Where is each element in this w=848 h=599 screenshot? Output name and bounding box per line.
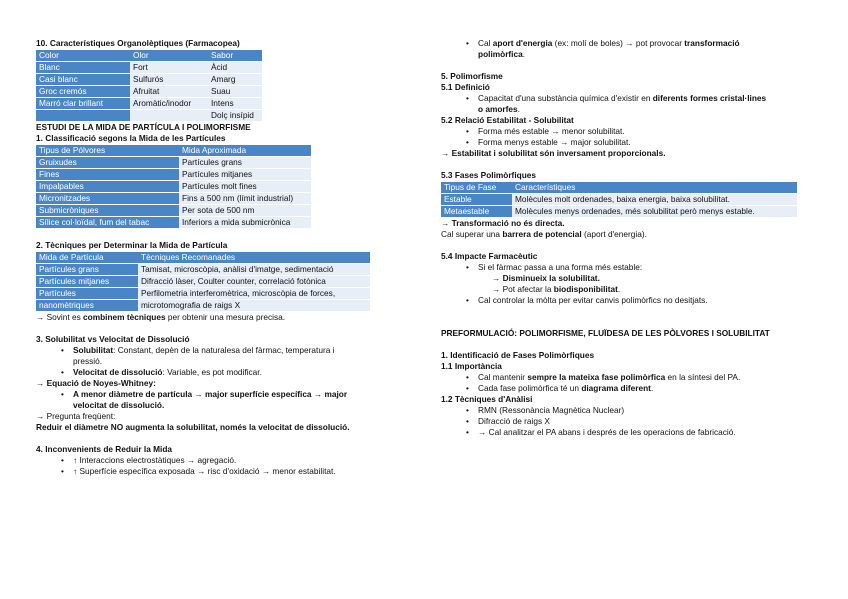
table-cell: Dolç insípid xyxy=(208,110,262,121)
table-cell: Inferiors a mida submicrònica xyxy=(179,217,311,228)
list-item: • Si el fàrmac passa a una forma més estable: xyxy=(441,262,813,273)
table-row xyxy=(36,288,370,299)
table-cell: Fines xyxy=(36,169,179,180)
table-cell: Partícules mitjanes xyxy=(179,169,311,180)
section-5-3-note: → Transformació no és directa. xyxy=(441,218,565,228)
list-subitem: → Pot afectar la biodisponibilitat. xyxy=(492,284,621,294)
table-cell: Metaestable xyxy=(441,206,512,217)
importance-title: 1.1 Importància xyxy=(441,361,502,371)
table-cell: Difracció làser, Coulter counter, correlació fotònica xyxy=(138,276,370,287)
section-5-4-list xyxy=(441,262,813,306)
table-header: Olor xyxy=(130,50,208,61)
analysis-techniques-title: 1.2 Tècniques d'Anàlisi xyxy=(441,394,533,404)
section-2-title: 2. Tècniques per Determinar la Mida de Partícula xyxy=(36,240,228,250)
table-cell: nanomètriques xyxy=(36,300,138,311)
phase-table xyxy=(441,181,797,218)
table-row xyxy=(36,217,311,228)
table-row xyxy=(36,205,311,216)
table-row xyxy=(36,193,311,204)
table-cell: Per sota de 500 nm xyxy=(179,205,311,216)
section-3-eq-list xyxy=(36,389,391,411)
list-item: • Velocitat de dissolució: Variable, es pot modificar. xyxy=(36,367,391,378)
section-5-3-note-2: Cal superar una barrera de potencial (aport d'energia). xyxy=(441,229,647,239)
noyes-whitney-label: → Equació de Noyes-Whitney: xyxy=(36,378,156,388)
table-cell: Sílice col·loïdal, fum del tabac xyxy=(36,217,179,228)
table-cell: Submicròniques xyxy=(36,205,179,216)
list-item: • Solubilitat: Constant, depèn de la naturalesa del fàrmac, temperatura i pressió. xyxy=(36,345,391,367)
technique-table xyxy=(36,251,370,312)
right-column xyxy=(441,38,813,438)
section-2-note: → Sovint es combinem tècniques per obtenir una mesura precisa. xyxy=(36,312,286,322)
table-header: Tipus de Fase xyxy=(441,182,512,193)
list-item: • Cal mantenir sempre la mateixa fase polimòrfica en la síntesi del PA. xyxy=(441,372,813,383)
section-4-list xyxy=(36,455,391,477)
table-header: Mida de Partícula xyxy=(36,252,138,263)
table-row xyxy=(441,206,797,217)
table-cell: Sulfurós xyxy=(130,74,208,85)
table-cell: Tamisat, microscòpia, anàlisi d'imatge, sedimentació xyxy=(138,264,370,275)
table-header-row xyxy=(441,182,797,193)
list-item: • → Cal analitzar el PA abans i després de les operacions de fabricació. xyxy=(441,427,813,438)
table-row xyxy=(36,181,311,192)
table-cell: Fins a 500 nm (límit industrial) xyxy=(179,193,311,204)
table-cell: Fort xyxy=(130,62,208,73)
table-cell: Molècules menys ordenades, més solubilitat però menys estable. xyxy=(512,206,797,217)
preformulation-title: PREFORMULACIÓ: POLIMORFISME, FLUÏDESA DE LES PÒLVORES I SOLUBILITAT xyxy=(441,328,770,338)
list-item: • ↑ Superfície específica exposada → risc d'oxidació → menor estabilitat. xyxy=(36,466,391,477)
table-cell xyxy=(36,110,130,121)
table-row xyxy=(36,300,370,311)
table-cell: microtomografia de raigs X xyxy=(138,300,370,311)
list-item: • Capacitat d'una substància química d'existir en diferents formes cristal·lines o amorfes. xyxy=(441,93,813,115)
table-cell: Groc cremós xyxy=(36,86,130,97)
identification-title: 1. Identificació de Fases Polimòrfiques xyxy=(441,350,595,360)
table-cell: Amarg xyxy=(208,74,262,85)
table-cell: Estable xyxy=(441,194,512,205)
section-5-2-title: 5.2 Relació Estabilitat - Solubilitat xyxy=(441,115,574,125)
left-column xyxy=(36,38,391,477)
list-item: • Cada fase polimòrfica té un diagrama diferent. xyxy=(441,383,813,394)
organoleptic-table xyxy=(36,49,262,122)
table-row xyxy=(36,169,311,180)
table-row xyxy=(36,157,311,168)
table-cell: Impalpables xyxy=(36,181,179,192)
table-cell: Casi blanc xyxy=(36,74,130,85)
table-cell xyxy=(130,110,208,121)
section-5-1-list xyxy=(441,93,813,115)
section-3-title: 3. Solubilitat vs Velocitat de Dissolució xyxy=(36,334,190,344)
table-header: Color xyxy=(36,50,130,61)
table-header: Tècniques Recomanades xyxy=(138,252,370,263)
list-item: • Cal aport d'energia (ex: molí de boles) → pot provocar transformació polimòrfica. xyxy=(441,38,813,60)
table-cell: Partícules xyxy=(36,288,138,299)
table-row xyxy=(36,62,262,73)
frequent-question-label: → Pregunta freqüent: xyxy=(36,411,116,421)
study-title: ESTUDI DE LA MIDA DE PARTÍCULA I POLIMORFISME xyxy=(36,122,251,132)
section-5-1-title: 5.1 Definició xyxy=(441,82,490,92)
table-header: Característiques xyxy=(512,182,797,193)
analysis-techniques-list xyxy=(441,405,813,438)
table-cell: Partícules molt fines xyxy=(179,181,311,192)
table-cell: Marró clar brillant xyxy=(36,98,130,109)
section-1-title: 1. Classificació segons la Mida de les Partícules xyxy=(36,133,226,143)
section-5-2-note: → Estabilitat i solubilitat són inversament proporcionals. xyxy=(441,148,666,158)
table-cell: Micronitzades xyxy=(36,193,179,204)
table-cell: Gruixudes xyxy=(36,157,179,168)
table-row xyxy=(36,74,262,85)
list-item: • Difracció de raigs X xyxy=(441,416,813,427)
table-header: Sabor xyxy=(208,50,262,61)
table-header-row xyxy=(36,252,370,263)
table-header-row xyxy=(36,50,262,61)
section-3-list xyxy=(36,345,391,378)
table-header-row xyxy=(36,145,311,156)
table-cell: Molècules molt ordenades, baixa energia, baixa solubilitat. xyxy=(512,194,797,205)
table-row xyxy=(36,276,370,287)
particle-size-table xyxy=(36,144,311,229)
table-cell: Intens xyxy=(208,98,262,109)
list-item: • Forma més estable → menor solubilitat. xyxy=(441,126,813,137)
list-item: • Forma menys estable → major solubilitat. xyxy=(441,137,813,148)
table-cell: Suau xyxy=(208,86,262,97)
table-cell: Partícules mitjanes xyxy=(36,276,138,287)
section-5-3-title: 5.3 Fases Polimòrfiques xyxy=(441,170,536,180)
table-cell: Afruitat xyxy=(130,86,208,97)
table-row xyxy=(36,86,262,97)
frequent-question-answer: Reduir el diàmetre NO augmenta la solubilitat, només la velocitat de dissolució. xyxy=(36,422,350,432)
table-cell: Aromàtic/inodor xyxy=(130,98,208,109)
section-5-2-list xyxy=(441,126,813,148)
table-cell: Blanc xyxy=(36,62,130,73)
list-item: • RMN (Ressonància Magnètica Nuclear) xyxy=(441,405,813,416)
importance-list xyxy=(441,372,813,394)
table-header: Mida Aproximada xyxy=(179,145,311,156)
table-header: Tipus de Pólvores xyxy=(36,145,179,156)
list-item: • ↑ Interaccions electrostàtiques → agregació. xyxy=(36,455,391,466)
table-cell: Partícules grans xyxy=(36,264,138,275)
table-cell: Partícules grans xyxy=(179,157,311,168)
section-5-title: 5. Polimorfisme xyxy=(441,71,503,81)
table-row xyxy=(36,110,262,121)
table-cell: Àcid xyxy=(208,62,262,73)
top-continuation-list xyxy=(441,38,813,60)
section-5-4-title: 5.4 Impacte Farmacèutic xyxy=(441,251,538,261)
list-item: • Cal controlar la mòlta per evitar canvis polimòrfics no desitjats. xyxy=(441,295,813,306)
section-4-title: 4. Inconvenients de Reduir la Mida xyxy=(36,444,173,454)
list-item: • A menor diàmetre de partícula → major superfície específica → major velocitat de dissolució. xyxy=(36,389,391,411)
table-cell: Perfilometria interferomètrica, microscòpia de forces, xyxy=(138,288,370,299)
section-10-title: 10. Característiques Organolèptiques (Farmacopea) xyxy=(36,38,240,48)
list-subitem: → Disminueix la solubilitat. xyxy=(492,273,600,283)
table-row xyxy=(36,264,370,275)
table-row xyxy=(441,194,797,205)
table-row xyxy=(36,98,262,109)
